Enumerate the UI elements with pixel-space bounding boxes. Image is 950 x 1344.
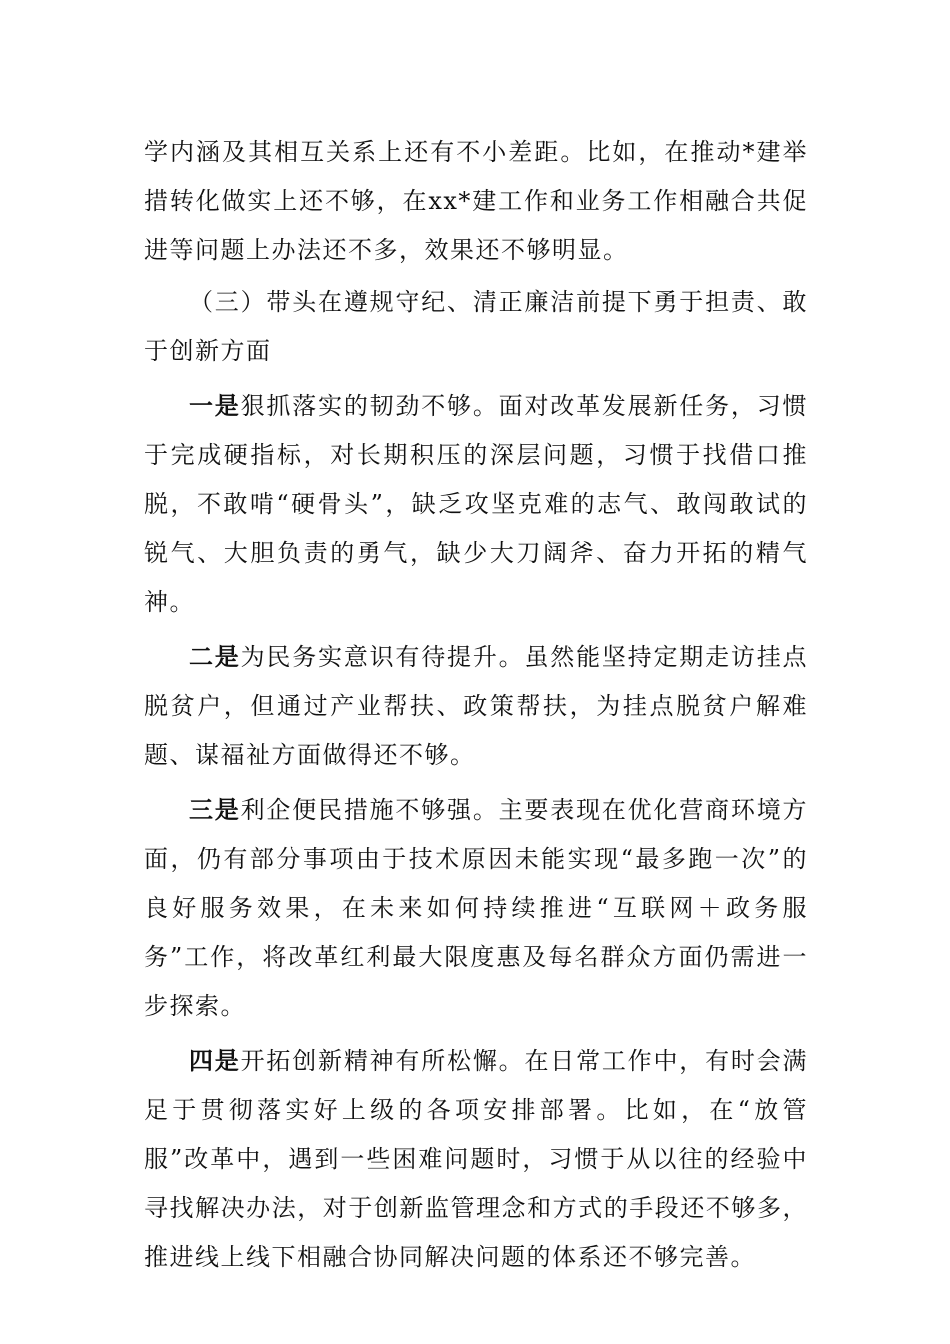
- paragraph-point-one: [144, 381, 808, 627]
- point-three-body: 利企便民措施不够强。主要表现在优化营商环境方面，仍有部分事项由于技术原因未能实现“最多跑一次”的良好服务效果，在未来如何持续推进“互联网＋政务服务”工作，将改革红利最大限度惠及每名群众方面仍需进一步探索。: [144, 796, 808, 1020]
- point-four-lead: 四是: [189, 1046, 241, 1075]
- section-heading-3: （三）带头在遵规守纪、清正廉洁前提下勇于担责、敢于创新方面: [144, 288, 808, 365]
- paragraph-point-two: [144, 632, 808, 780]
- point-two-lead: 二是: [189, 642, 241, 671]
- point-four-body: 开拓创新精神有所松懈。在日常工作中，有时会满足于贯彻落实好上级的各项安排部署。比如，在“放管服”改革中，遇到一些困难问题时，习惯于从以往的经验中寻找解决办法，对于创新监管理念和方式的手段还不够多，推进线上线下相融合协同解决问题的体系还不够完善。: [144, 1047, 808, 1271]
- point-two-body: 为民务实意识有待提升。虽然能坚持定期走访挂点脱贫户，但通过产业帮扶、政策帮扶，为挂点脱贫户解难题、谋福祉方面做得还不够。: [144, 643, 808, 769]
- document-page: [144, 128, 808, 1282]
- paragraph-continuation: 学内涵及其相互关系上还有不小差距。比如，在推动*建举措转化做实上还不够，在xx*建工作和业务工作相融合共促进等问题上办法还不多，效果还不够明显。: [144, 138, 808, 264]
- point-one-lead: 一是: [189, 391, 241, 420]
- paragraph-point-three: [144, 785, 808, 1031]
- point-three-lead: 三是: [189, 795, 241, 824]
- paragraph-point-four: [144, 1036, 808, 1282]
- point-one-body: 狠抓落实的韧劲不够。面对改革发展新任务，习惯于完成硬指标，对长期积压的深层问题，习惯于找借口推脱，不敢啃“硬骨头”，缺乏攻坚克难的志气、敢闯敢试的锐气、大胆负责的勇气，缺少大刀阔斧、奋力开拓的精气神。: [144, 392, 808, 616]
